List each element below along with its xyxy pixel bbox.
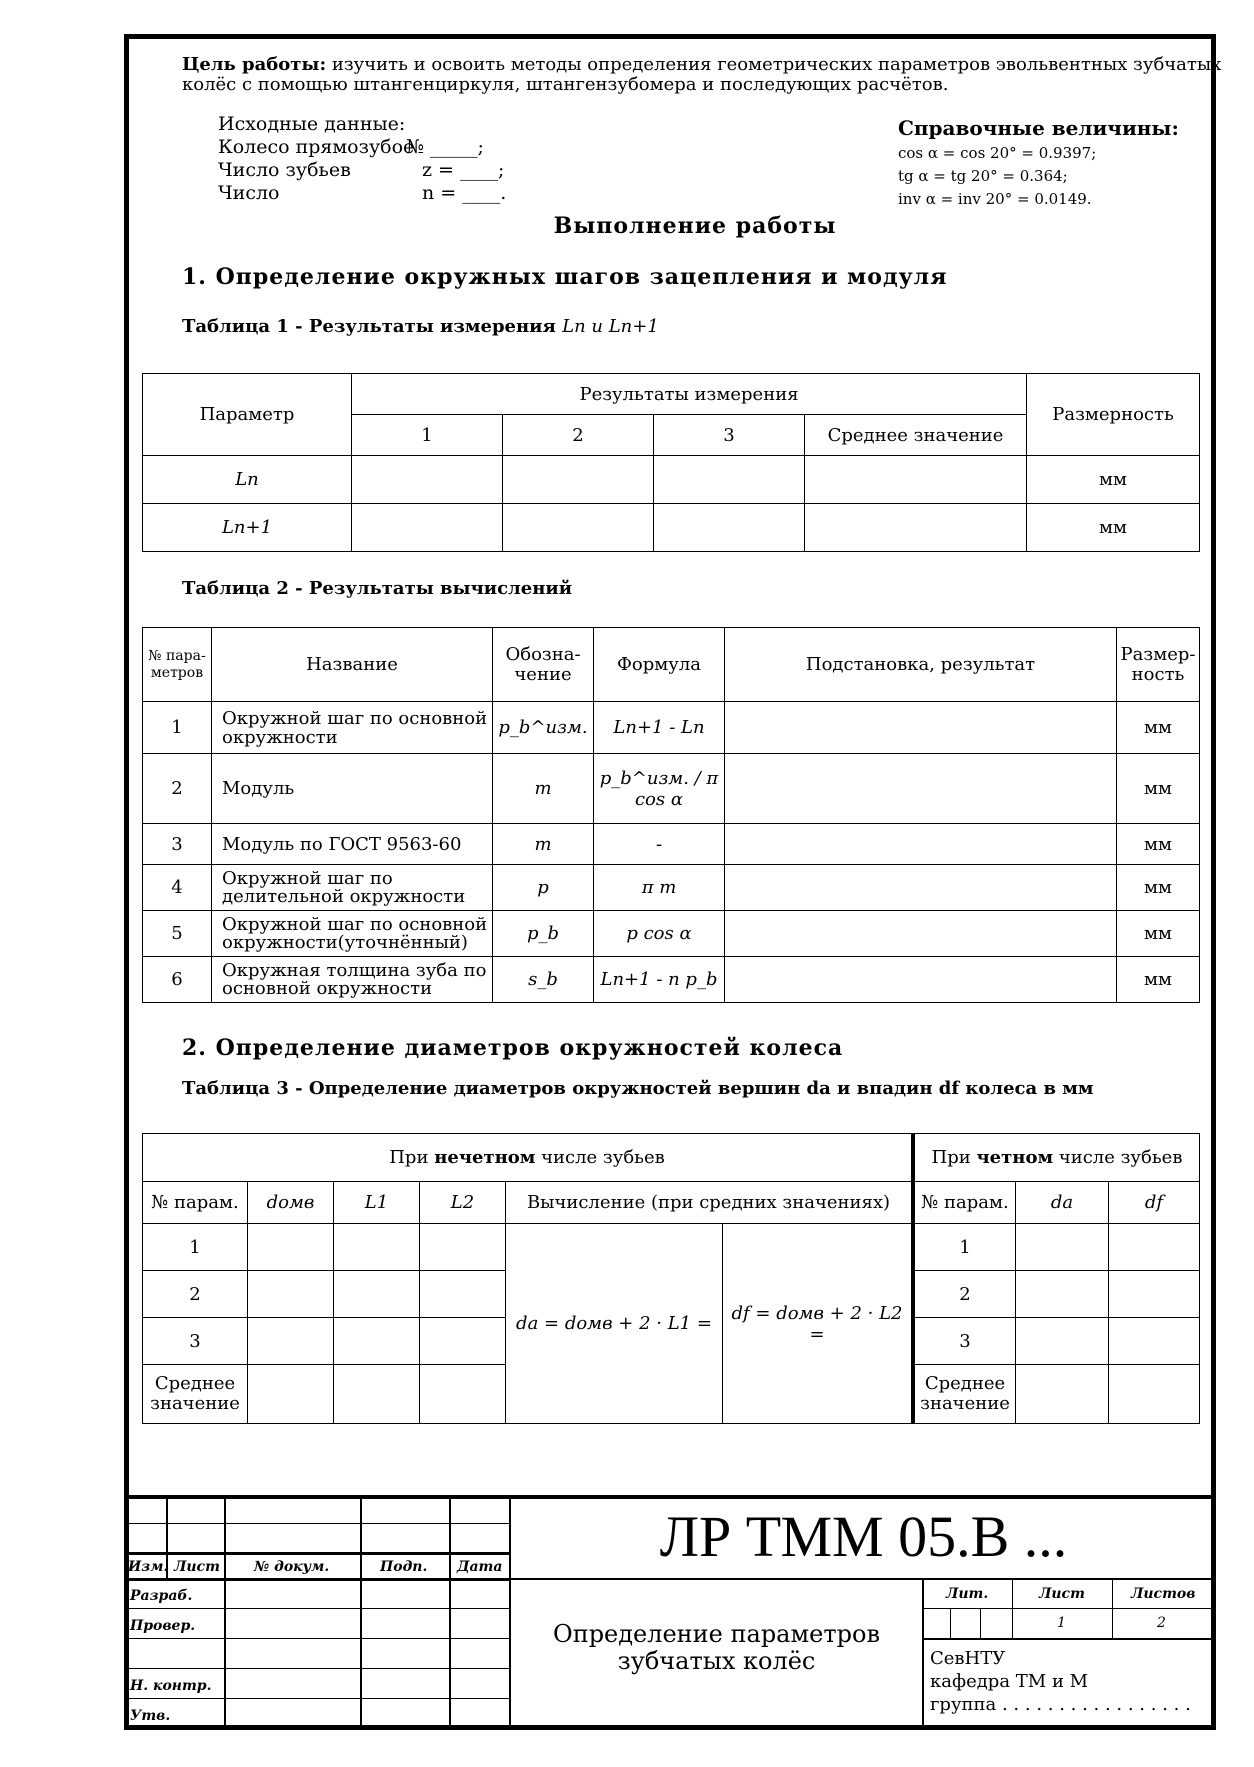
table2: [142, 627, 1200, 1003]
table-row: 5 Окружной шаг по основной окружности(уточнённый) p_b p cos α мм: [143, 911, 1200, 957]
t1-h-param: Параметр: [143, 374, 352, 456]
table-row: Ln+1 мм: [143, 504, 1200, 552]
table-row: 4 Окружной шаг по делительной окружности p π m мм: [143, 865, 1200, 911]
doc-code: ЛР ТММ 05.В ...: [659, 1504, 1068, 1569]
table-row: 2 2: [143, 1271, 1200, 1318]
section-2-title: 2. Определение диаметров окружностей колеса: [182, 1035, 844, 1061]
da-formula: da = dомв + 2 · L1 =: [506, 1224, 723, 1424]
df-formula: df = dомв + 2 · L2 =: [723, 1224, 914, 1424]
t3-h-odd: При нечетном числе зубьев: [143, 1134, 914, 1182]
t1-col-3: 3: [654, 415, 805, 456]
table-row: 1 da = dомв + 2 · L1 = df = dомв + 2 · L2 = 1: [143, 1224, 1200, 1271]
table-row: 2 Модуль m p_b^изм. / π cos α мм: [143, 754, 1200, 824]
t2-h-unit: Размер-ность: [1117, 628, 1200, 702]
t1-col-1: 1: [352, 415, 503, 456]
table2-caption: Таблица 2 - Результаты вычислений: [182, 578, 573, 599]
table1: [142, 373, 1200, 552]
t1-h-unit: Размерность: [1027, 374, 1200, 456]
t1-col-avg: Среднее значение: [805, 415, 1027, 456]
table-row: 3 3: [143, 1318, 1200, 1365]
t1-h-results: Результаты измерения: [352, 374, 1027, 415]
t1-col-2: 2: [503, 415, 654, 456]
t2-h-num: № пара-метров: [143, 628, 212, 702]
t2-h-sym: Обозна-чение: [493, 628, 594, 702]
table-row: 3 Модуль по ГОСТ 9563-60 m - мм: [143, 824, 1200, 865]
table3: При нечетном числе зубьев При четном числе зубьев № парам. dомв L1 L2 Вычисление (при средних значениях) № парам. da df 1 da = dомв + 2 · L1 = df = dомв + 2 · L2 = 1 2 2 3 3 Среднее значение Среднее значение: [142, 1133, 1200, 1424]
goal-text: Цель работы: изучить и освоить методы определения геометрических параметров эвольвентных зубчатых колёс с помощью штангенциркуля, штангензубомера и последующих расчётов.: [182, 54, 1222, 95]
section-1-title: 1. Определение окружных шагов зацепления и модуля: [182, 264, 948, 290]
table-row: 6 Окружная толщина зуба по основной окружности s_b Ln+1 - n p_b мм: [143, 957, 1200, 1003]
table-row: Ln мм: [143, 456, 1200, 504]
organization: СевНТУ кафедра ТМ и М группа . . . . . . . . . . . . . . . . .: [930, 1648, 1191, 1715]
t2-h-name: Название: [212, 628, 493, 702]
t2-h-subst: Подстановка, результат: [725, 628, 1117, 702]
table-row: Среднее значение Среднее значение: [143, 1365, 1200, 1424]
t3-h-even: При четном числе зубьев: [913, 1134, 1200, 1182]
table-row: 1 Окружной шаг по основной окружности p_b^изм. Ln+1 - Ln мм: [143, 702, 1200, 754]
work-title: Выполнение работы: [553, 213, 837, 239]
table3-caption: Таблица 3 - Определение диаметров окружностей вершин da и впадин df колеса в мм: [182, 1078, 1094, 1099]
table1-caption: Таблица 1 - Результаты измерения Ln и Ln+1: [182, 316, 659, 337]
title-block: Изм. Лист № докум. Подп. Дата Разраб. Провер. Н. контр. Утв. Лит. Лист Листов 1 2 ЛР ТММ 05.В ... Определение параметров зубчатых колёс СевНТУ кафедра ТМ и М группа . . . . . . . . . . . . . . . . .: [124, 1495, 1216, 1730]
doc-title: Определение параметров зубчатых колёс: [553, 1620, 880, 1675]
t2-h-formula: Формула: [594, 628, 725, 702]
reference-values: Справочные величины: cos α = cos 20° = 0.9397; tg α = tg 20° = 0.364; inv α = inv 20° = 0.0149.: [898, 116, 1179, 208]
source-data: Исходные данные: Колесо прямозубое № _____; Число зубьев z = ____; Число n = ____.: [218, 113, 507, 204]
